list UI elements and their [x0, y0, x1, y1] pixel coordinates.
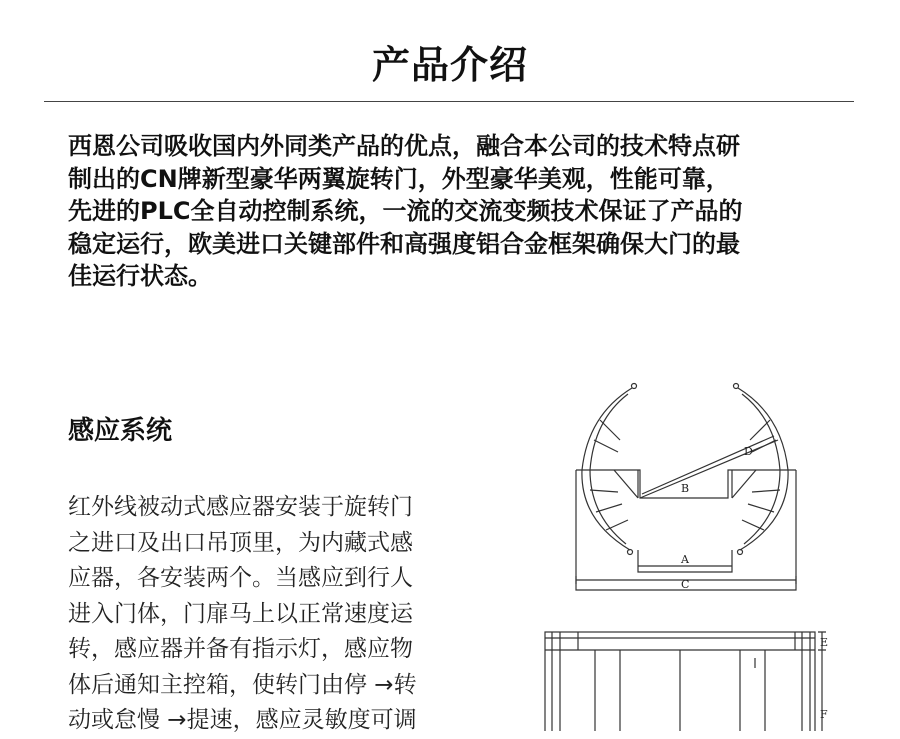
- label-f: F: [820, 708, 828, 721]
- section-line: 应器，各安装两个。当感应到行人: [68, 565, 413, 591]
- intro-line: 制出的CN牌新型豪华两翼旋转门，外型豪华美观，性能可靠，: [68, 164, 730, 193]
- section-title: 感应系统: [68, 416, 173, 446]
- intro-line: 先进的PLC全自动控制系统，一流的交流变频技术保证了产品的: [68, 197, 743, 225]
- label-d: D: [744, 445, 753, 458]
- intro-line: 西恩公司吸收国内外同类产品的优点，融合本公司的技术特点研: [68, 132, 740, 160]
- section-line: 之进口及出口吊顶里，为内藏式感: [68, 529, 413, 556]
- label-e: E: [820, 636, 829, 649]
- section-line: 转，感应器并备有指示灯，感应物: [68, 636, 413, 662]
- door-plan-drawing: [560, 380, 810, 602]
- intro-line: 佳运行状态。: [68, 262, 212, 290]
- door-elevation-drawing: [540, 628, 840, 731]
- section-line: 动或怠慢 →提速，感应灵敏度可调: [68, 707, 417, 733]
- right-outer-curve: [738, 388, 788, 550]
- title-divider: [44, 101, 854, 102]
- left-outer-curve: [582, 388, 632, 550]
- label-a: A: [681, 553, 689, 566]
- label-c: C: [681, 578, 690, 591]
- section-line: 体后通知主控箱，使转门由停 →转: [68, 671, 417, 698]
- page-title: 产品介绍: [371, 43, 528, 87]
- label-b: B: [681, 482, 690, 495]
- left-inner-curve: [590, 394, 628, 544]
- intro-line: 稳定运行，欧美进口关键部件和高强度铝合金框架确保大门的最: [68, 229, 740, 258]
- section-line: 进入门体，门扉马上以正常速度运: [68, 600, 413, 627]
- section-paragraph: [68, 490, 458, 739]
- intro-paragraph: [68, 130, 808, 293]
- section-line: 红外线被动式感应器安装于旋转门: [68, 494, 413, 520]
